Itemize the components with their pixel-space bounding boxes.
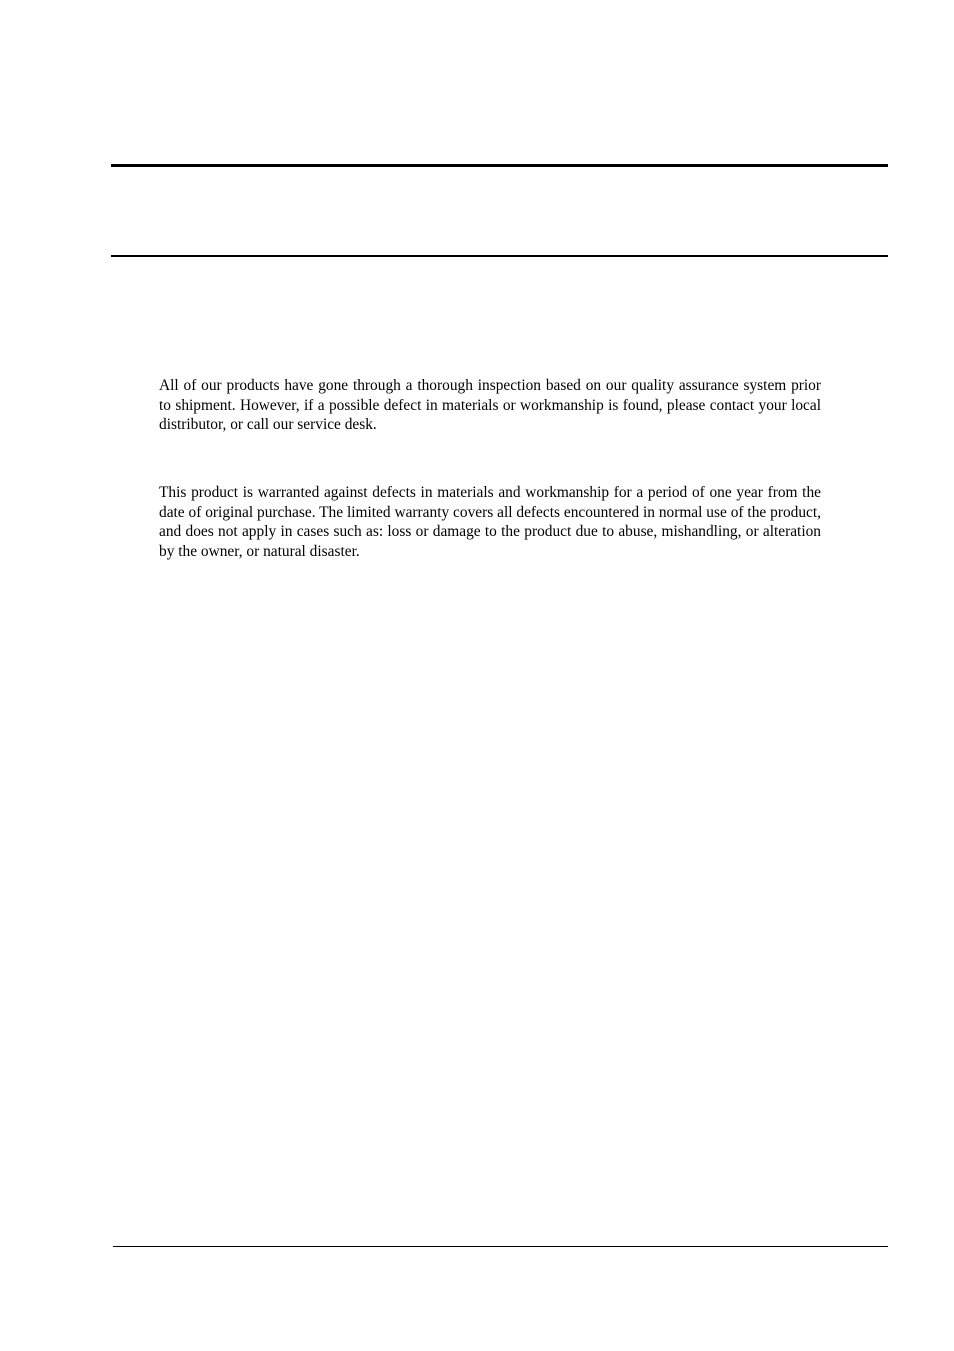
- header-bottom-rule: [111, 255, 888, 257]
- header-top-rule: [111, 164, 888, 167]
- footer-rule: [113, 1246, 888, 1247]
- limited-warranty-paragraph: This product is warranted against defects in materials and workmanship for a period of one year from the date of original purchase. The limited warranty covers all defects encountered in normal use of the product, and does not apply in cases such as: loss or damage to the product due to abuse, mishandling, or alteration by the owner, or natural disaster.: [159, 484, 821, 560]
- quality-assurance-paragraph: All of our products have gone through a thorough inspection based on our quality assurance system prior to shipment. However, if a possible defect in materials or workmanship is found, please contact your local distributor, or call our service desk.: [159, 377, 821, 433]
